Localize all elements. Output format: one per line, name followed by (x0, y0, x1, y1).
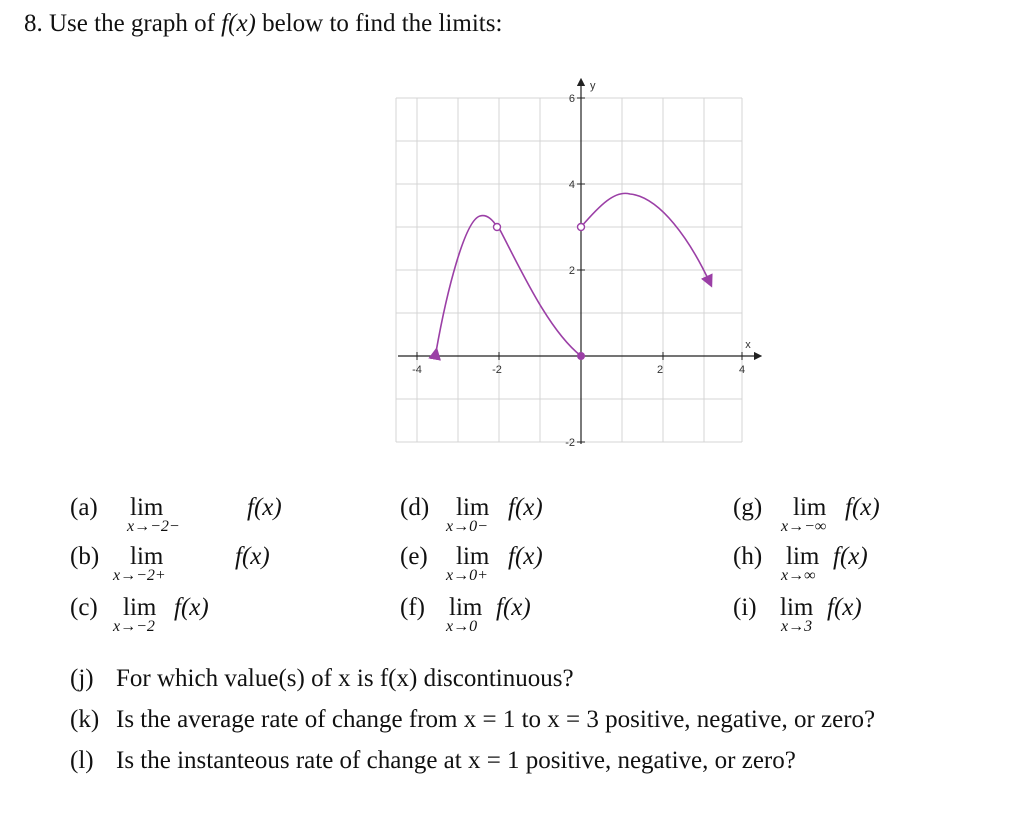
limit-label: (c) (70, 594, 98, 621)
lim-word: lim (130, 494, 164, 521)
problem-suffix: below to find the limits: (262, 10, 503, 37)
open-circle-zero (578, 224, 585, 231)
filled-point-origin (577, 352, 585, 360)
x-tick-label: -4 (412, 364, 422, 376)
limit-label: (d) (400, 494, 430, 521)
x-tick-label: 2 (656, 364, 664, 376)
question-text: Is the instanteous rate of change at x = 1 positive, negative, or zero? (116, 747, 796, 774)
question-label: (j) (70, 665, 94, 692)
lim-subscript: x→−2+ (113, 567, 166, 584)
lim-word: lim (449, 594, 483, 621)
lim-word: lim (786, 543, 820, 570)
limit-label: (f) (400, 594, 425, 621)
question-text: For which value(s) of x is f(x) discontinuous? (116, 665, 574, 692)
lim-expression: f(x) (508, 494, 543, 521)
x-tick-label: -2 (492, 364, 502, 376)
lim-word: lim (780, 594, 814, 621)
limit-label: (b) (70, 543, 100, 570)
question-label: (k) (70, 706, 100, 733)
question-label: (l) (70, 747, 94, 774)
lim-subscript: x→−2 (113, 618, 155, 635)
curve-left-branch (436, 216, 497, 352)
lim-subscript: x→−2− (127, 518, 180, 535)
y-tick-label: 2 (568, 265, 575, 277)
lim-expression: f(x) (827, 594, 862, 621)
y-tick-label: 4 (568, 179, 575, 191)
limit-label: (e) (400, 543, 428, 570)
lim-word: lim (456, 543, 490, 570)
limit-label: (a) (70, 494, 98, 521)
y-axis-label: y (590, 80, 596, 92)
lim-expression: f(x) (508, 543, 543, 570)
lim-expression: f(x) (247, 494, 282, 521)
lim-word: lim (793, 494, 827, 521)
lim-expression: f(x) (174, 594, 209, 621)
lim-subscript: x→−∞ (781, 518, 827, 535)
y-tick-label: 6 (568, 93, 575, 105)
x-tick-label: 4 (738, 364, 746, 376)
problem-number: 8. (24, 10, 43, 37)
open-circle-neg2 (494, 224, 501, 231)
lim-subscript: x→0+ (446, 567, 488, 584)
lim-expression: f(x) (235, 543, 270, 570)
limit-label: (g) (733, 494, 763, 521)
question-text: Is the average rate of change from x = 1 to x = 3 positive, negative, or zero? (116, 706, 876, 733)
lim-word: lim (130, 543, 164, 570)
lim-expression: f(x) (496, 594, 531, 621)
lim-subscript: x→0 (446, 618, 478, 635)
y-tick-label: -2 (565, 437, 575, 449)
problem-prefix: Use the graph of (49, 10, 215, 37)
lim-subscript: x→0− (446, 518, 488, 535)
lim-expression: f(x) (845, 494, 880, 521)
limit-label: (h) (733, 543, 763, 570)
lim-word: lim (123, 594, 157, 621)
lim-word: lim (456, 494, 490, 521)
x-axis-label: x (745, 339, 751, 351)
lim-subscript: x→3 (781, 618, 813, 635)
lim-expression: f(x) (833, 543, 868, 570)
lim-subscript: x→∞ (781, 567, 816, 584)
problem-function: f(x) (221, 10, 256, 37)
limit-label: (i) (733, 594, 757, 621)
